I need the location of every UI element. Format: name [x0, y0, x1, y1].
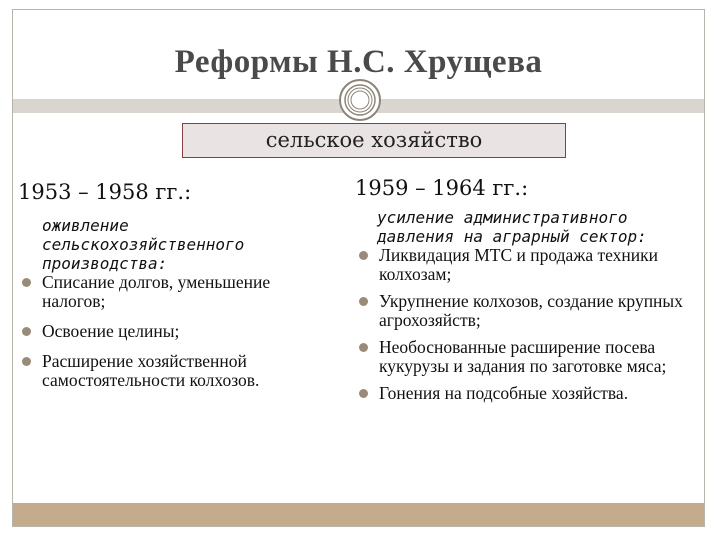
left-period: 1953 – 1958 гг.:	[18, 180, 192, 204]
slide-title: Реформы Н.С. Хрущева	[174, 44, 543, 80]
list-item	[355, 384, 700, 403]
right-list	[355, 246, 700, 403]
list-item-text: Укрупнение колхозов, создание крупных агрохозяйств;	[379, 291, 683, 330]
bullet-icon	[22, 278, 31, 287]
list-item-text: Необоснованные расширение посева кукурузы и задания по заготовке мяса;	[379, 337, 667, 376]
right-note: усиление административного давления на аграрный сектор:	[377, 208, 647, 246]
bullet-icon	[22, 327, 31, 336]
list-item	[355, 338, 700, 376]
bullet-icon	[359, 389, 368, 398]
list-item	[18, 322, 318, 341]
right-period: 1959 – 1964 гг.:	[355, 176, 529, 200]
bullet-icon	[359, 251, 368, 260]
list-item-text: Гонения на подсобные хозяйства.	[379, 383, 629, 403]
left-note: оживление сельскохозяйственного производства:	[42, 216, 245, 273]
list-item	[355, 292, 700, 330]
list-item-text: Освоение целины;	[42, 321, 180, 341]
list-item-text: Ликвидация МТС и продажа техники колхозам;	[379, 245, 659, 284]
list-item-text: Списание долгов, уменьшение налогов;	[42, 272, 271, 311]
list-item	[18, 352, 318, 390]
list-item	[18, 273, 318, 311]
list-item-text: Расширение хозяйственной самостоятельности колхозов.	[42, 351, 260, 390]
bullet-icon	[359, 297, 368, 306]
ornament-icon	[338, 78, 382, 122]
section-label: сельское хозяйство	[182, 123, 566, 158]
left-column	[18, 180, 318, 401]
bullet-icon	[22, 357, 31, 366]
bullet-icon	[359, 343, 368, 352]
right-column	[355, 176, 700, 411]
footer-bar	[13, 503, 704, 526]
list-item	[355, 246, 700, 284]
left-list	[18, 273, 318, 390]
